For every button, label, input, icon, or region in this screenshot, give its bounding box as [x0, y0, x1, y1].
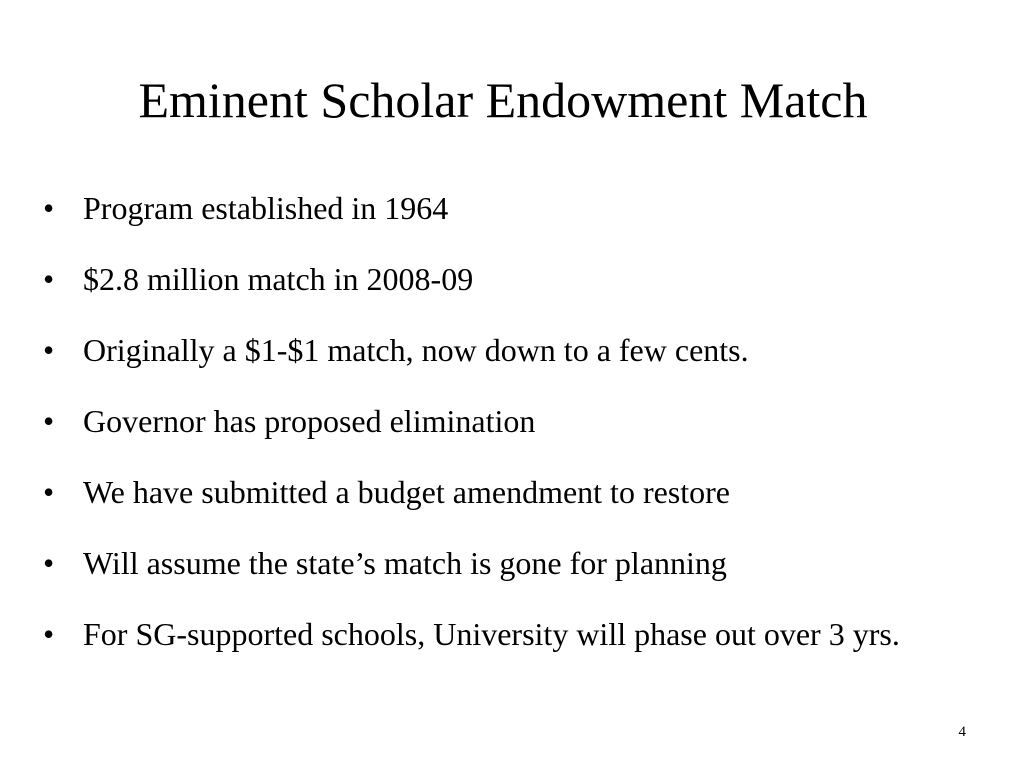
bullet-item: [43, 535, 963, 592]
bullet-icon: •: [43, 474, 55, 510]
bullet-item: [43, 606, 963, 663]
bullet-icon: •: [43, 190, 55, 226]
bullet-text: Program established in 1964: [83, 190, 449, 226]
bullet-icon: •: [43, 261, 55, 297]
bullet-icon: •: [43, 403, 55, 439]
bullet-item: [43, 322, 963, 379]
bullet-text: Originally a $1-$1 match, now down to a few cents.: [83, 332, 749, 368]
bullet-text: For SG-supported schools, University will phase out over 3 yrs.: [83, 616, 900, 652]
bullet-text: $2.8 million match in 2008-09: [83, 261, 474, 297]
bullet-icon: •: [43, 545, 55, 581]
bullet-item: [43, 251, 963, 308]
bullet-icon: •: [43, 332, 55, 368]
bullet-text: Will assume the state’s match is gone for planning: [83, 545, 727, 581]
bullet-item: [43, 464, 963, 521]
bullet-item: [43, 393, 963, 450]
bullet-item: [43, 180, 963, 237]
slide-title: Eminent Scholar Endowment Match: [138, 72, 868, 128]
bullet-list: [43, 180, 963, 663]
bullet-text: Governor has proposed elimination: [83, 403, 536, 439]
bullet-icon: •: [43, 616, 55, 652]
bullet-text: We have submitted a budget amendment to restore: [83, 474, 730, 510]
page-number: 4: [958, 724, 966, 740]
